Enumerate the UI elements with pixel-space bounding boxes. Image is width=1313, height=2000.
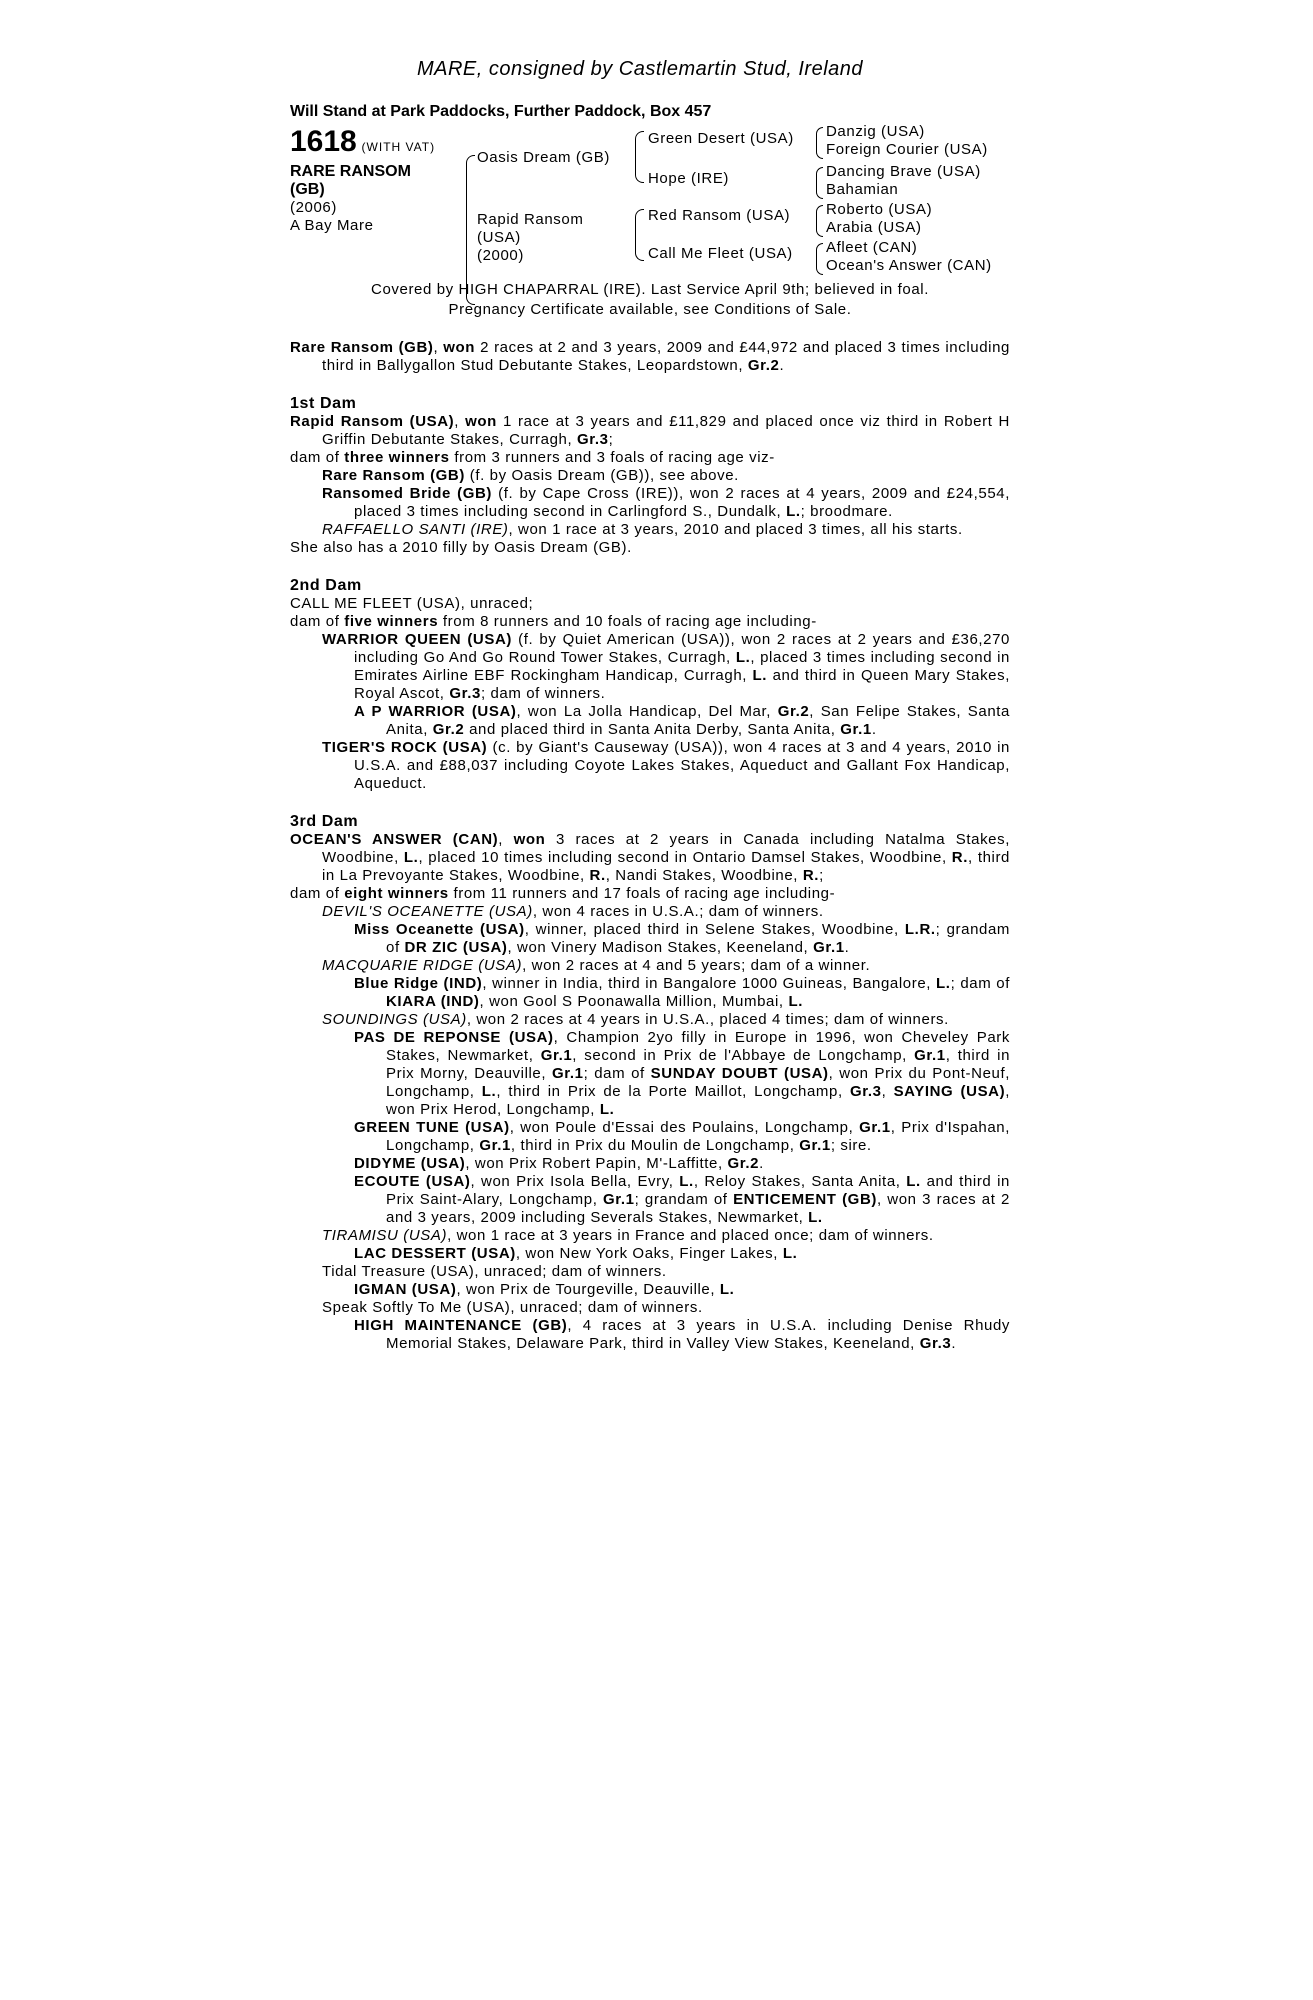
record-text: ; grandam of (386, 921, 1011, 956)
record-text: (c. by Giant's Causeway (USA)), won 4 races at 3 and 4 years, 2010 in U.S.A. and £88,037 including Coyote Lakes Stakes, Aqueduct and Gallant Fox Handicap, Aqueduct. (354, 739, 1010, 792)
brace (816, 127, 823, 159)
dam-name: CALL ME FLEET (USA), unraced; (290, 595, 534, 612)
grade: Gr.2 (777, 703, 810, 720)
record-text: . (951, 1335, 957, 1352)
progeny-entry (290, 921, 1010, 957)
grade: Gr.2 (747, 357, 780, 374)
progeny-name: SAYING (USA) (893, 1083, 1006, 1100)
pedigree-sdd: Bahamian (826, 181, 899, 198)
dam-record: OCEAN'S ANSWER (CAN), won 3 races at 2 years in Canada including Natalma Stakes, Woodbine, L., placed 10 times including second in Ontario Damsel Stakes, Woodbine, R., third in La Prevoyante Stakes, Woodbine, R., Nandi Stakes, Woodbine, R.; (290, 831, 1010, 884)
dam-name: OCEAN'S ANSWER (CAN) (290, 831, 499, 848)
record-text: , winner in India, third in Bangalore 1000 Guineas, Bangalore, (482, 975, 937, 992)
record-text: 3 races at 2 years in Canada including Natalma Stakes, Woodbine, (322, 831, 1010, 866)
record-text: ; dam of winners. (480, 685, 606, 702)
record-text: , third in Prix du Moulin de Longchamp, (510, 1137, 800, 1154)
grade: L. (786, 503, 801, 520)
pedigree-ss: Green Desert (USA) (648, 130, 794, 147)
record-text: , won Prix Herod, Longchamp, (386, 1083, 1010, 1118)
progeny-entry (290, 1245, 1010, 1263)
grade: L.R. (904, 921, 936, 938)
pedigree-dds: Afleet (CAN) (826, 239, 918, 256)
progeny-entry (290, 1173, 1010, 1227)
dam-record: Rapid Ransom (USA), won 1 race at 3 years and £11,829 and placed once viz third in Robert H Griffin Debutante Stakes, Curragh, Gr.3; (290, 413, 1010, 448)
record-text: , won 4 races in U.S.A.; dam of winners. (532, 903, 824, 920)
progeny-name: LAC DESSERT (USA) (354, 1245, 516, 1262)
pedigree-table (290, 125, 1010, 295)
first-dam-section (290, 395, 1010, 557)
progeny-name: ECOUTE (USA) (354, 1173, 471, 1190)
pregnancy-note: Pregnancy Certificate available, see Conditions of Sale. (448, 301, 852, 318)
record-text: , third in La Prevoyante Stakes, Woodbine, (322, 849, 1010, 884)
pedigree-dss: Roberto (USA) (826, 201, 933, 218)
grade: L. (936, 975, 951, 992)
horse-name: RARE RANSOM (290, 163, 411, 180)
record-text: (f. by Quiet American (USA)), won 2 races at 2 years and £36,270 including Go And Go Round Tower Stakes, Curragh, (354, 631, 1010, 666)
grade: Gr.3 (449, 685, 481, 702)
grade: R. (951, 849, 968, 866)
record-text: , Nandi Stakes, Woodbine, (605, 867, 803, 884)
record-text: , San Felipe Stakes, Santa Anita, (386, 703, 1010, 738)
progeny-name: Blue Ridge (IND) (354, 975, 483, 992)
progeny-name: TIRAMISU (USA) (322, 1227, 448, 1244)
covered-note: Covered by HIGH CHAPARRAL (IRE). Last Service April 9th; believed in foal. (371, 281, 929, 298)
record-text: , second in Prix de l'Abbaye de Longchamp, (572, 1047, 915, 1064)
record-text: from 11 runners and 17 foals of racing age including- (448, 885, 836, 902)
record-text: 1 race at 3 years and £11,829 and placed once viz third in Robert H Griffin Debutante Stakes, Curragh, (322, 413, 1010, 448)
grade: L. (599, 1101, 615, 1118)
grade: Gr.1 (603, 1191, 635, 1208)
record-text: , won Prix de Tourgeville, Deauville, (456, 1281, 720, 1298)
progeny-entry (290, 957, 1010, 975)
vat-note: (WITH VAT) (361, 140, 436, 154)
record-text: , Champion 2yo filly in Europe in 1996, won Cheveley Park Stakes, Newmarket, (386, 1029, 1010, 1064)
record-text: ; broodmare. (800, 503, 893, 520)
catalogue-page (290, 58, 1010, 1353)
progeny-name: Rare Ransom (GB) (322, 467, 465, 484)
record-text: dam of (290, 449, 345, 466)
stand-location: Will Stand at Park Paddocks, Further Paddock, Box 457 (290, 103, 712, 120)
progeny-entry (290, 975, 1010, 1011)
progeny-name: HIGH MAINTENANCE (GB) (354, 1317, 568, 1334)
progeny-name: DIDYME (USA) (354, 1155, 466, 1172)
progeny-name: A P WARRIOR (USA) (354, 703, 517, 720)
record-text: dam of (290, 613, 345, 630)
record-text: ; sire. (830, 1137, 872, 1154)
record-text: 2 races at 2 and 3 years, 2009 and £44,972 and placed 3 times including third in Ballygallon Stud Debutante Stakes, Leopardstown, (322, 339, 1010, 374)
progeny-entry: Tidal Treasure (USA), unraced; dam of winners. (322, 1263, 667, 1280)
grade: Gr.3 (849, 1083, 882, 1100)
progeny-entry (290, 1227, 1010, 1245)
grade: Gr.2 (432, 721, 465, 738)
progeny-entry (290, 1011, 1010, 1029)
record-text: , won 3 races at 2 and 3 years, 2009 including Severals Stakes, Newmarket, (386, 1191, 1010, 1226)
progeny-name: TIGER'S ROCK (USA) (322, 739, 488, 756)
dam-of-line (290, 885, 1010, 903)
progeny-entry (290, 467, 1010, 485)
grade: Gr.1 (799, 1137, 831, 1154)
grade: L. (906, 1173, 921, 1190)
record-text: , third in Prix Morny, Deauville, (386, 1047, 1011, 1082)
record-text: , won Prix Robert Papin, M'-Laffitte, (465, 1155, 728, 1172)
progeny-name: DR ZIC (USA) (404, 939, 508, 956)
record-text: , placed 3 times including second in Emirates Airline EBF Rockingham Handicap, Curragh, (354, 649, 1010, 684)
record-text: , (881, 1083, 894, 1100)
progeny-name: KIARA (IND) (386, 993, 480, 1010)
grade: Gr.3 (919, 1335, 952, 1352)
record-text: ; (608, 431, 614, 448)
brace (816, 243, 823, 275)
brace (816, 167, 823, 199)
grade: Gr.1 (840, 721, 872, 738)
record-text: from 8 runners and 10 foals of racing age including- (438, 613, 817, 630)
progeny-name: WARRIOR QUEEN (USA) (322, 631, 512, 648)
record-text: , Prix d'Ispahan, Longchamp, (386, 1119, 1010, 1154)
record-text: . (844, 939, 850, 956)
record-text: , won Prix Isola Bella, Evry, (470, 1173, 680, 1190)
foaling-year: (2006) (290, 199, 337, 216)
progeny-name: RAFFAELLO SANTI (IRE) (322, 521, 509, 538)
dam-of-line (290, 449, 1010, 467)
record-text: , won New York Oaks, Finger Lakes, (515, 1245, 783, 1262)
record-text: ; (819, 867, 824, 884)
pedigree-ddd: Ocean's Answer (CAN) (826, 257, 992, 274)
brace (466, 155, 475, 305)
progeny-entry (290, 739, 1010, 793)
progeny-entry (290, 1317, 1010, 1353)
record-text: (f. by Oasis Dream (GB)), see above. (464, 467, 739, 484)
grade: R. (802, 867, 820, 884)
progeny-entry (290, 903, 1010, 921)
progeny-name: SOUNDINGS (USA) (322, 1011, 467, 1028)
brace (635, 131, 644, 183)
grade: L. (481, 1083, 497, 1100)
progeny-entry (290, 1281, 1010, 1299)
record-text: ; grandam of (634, 1191, 734, 1208)
record-text: . (871, 721, 877, 738)
progeny-name: SUNDAY DOUBT (USA) (650, 1065, 829, 1082)
progeny-entry (290, 521, 1010, 539)
pedigree-sd: Hope (IRE) (648, 170, 730, 187)
record-text: , 4 races at 3 years in U.S.A. including Denise Rhudy Memorial Stakes, Delaware Park, third in Valley View Stakes, Keeneland, (386, 1317, 1010, 1352)
progeny-name: GREEN TUNE (USA) (354, 1119, 510, 1136)
grade: L. (782, 1245, 798, 1262)
grade: Gr.3 (577, 431, 609, 448)
record-text: ; dam of (583, 1065, 651, 1082)
record-text: , Reloy Stakes, Santa Anita, (693, 1173, 907, 1190)
pedigree-sire: Oasis Dream (GB) (477, 149, 610, 166)
won-label: won (513, 831, 546, 848)
record-text: , third in Prix de la Porte Maillot, Longchamp, (496, 1083, 850, 1100)
section-heading: 1st Dam (290, 395, 357, 412)
record-text: (f. by Cape Cross (IRE)), won 2 races at 4 years, 2009 and £24,554, placed 3 times including second in Carlingford S., Dundalk, (354, 485, 1010, 520)
grade: L. (679, 1173, 694, 1190)
horse-record-name: Rare Ransom (GB) (290, 339, 434, 356)
third-dam-section (290, 813, 1010, 1353)
grade: Gr.1 (914, 1047, 946, 1064)
record-text: , won Poule d'Essai des Poulains, Longchamp, (509, 1119, 860, 1136)
won-label: won (465, 413, 497, 430)
progeny-entry (290, 1119, 1010, 1155)
record-text: from 3 runners and 3 foals of racing age viz- (449, 449, 775, 466)
lot-number: 1618 (290, 125, 357, 158)
grade: Gr.1 (479, 1137, 511, 1154)
brace (635, 209, 644, 261)
record-text: , won 1 race at 3 years in France and placed once; dam of winners. (447, 1227, 934, 1244)
record-text: and placed third in Santa Anita Derby, Santa Anita, (464, 721, 841, 738)
horse-record: Rare Ransom (GB), won 2 races at 2 and 3 years, 2009 and £44,972 and placed 3 times including third in Ballygallon Stud Debutante Stakes, Leopardstown, Gr.2. (290, 339, 1010, 374)
also-note: She also has a 2010 filly by Oasis Dream (GB). (290, 539, 632, 556)
grade: L. (735, 649, 751, 666)
grade: L. (808, 1209, 823, 1226)
won-label: won (443, 339, 476, 356)
progeny-entry (290, 1029, 1010, 1119)
horse-description: A Bay Mare (290, 217, 374, 234)
brace (816, 205, 823, 237)
record-text: and third in Prix Saint-Alary, Longchamp, (386, 1173, 1010, 1208)
record-text: dam of (290, 885, 345, 902)
record-text: , placed 10 times including second in Ontario Damsel Stakes, Woodbine, (418, 849, 952, 866)
grade: R. (589, 867, 606, 884)
second-dam-section (290, 577, 1010, 793)
section-heading: 3rd Dam (290, 813, 359, 830)
winners-count: eight winners (344, 885, 449, 902)
progeny-name: DEVIL'S OCEANETTE (USA) (322, 903, 533, 920)
progeny-name: Ransomed Bride (GB) (322, 485, 493, 502)
record-text: , won Prix du Pont-Neuf, Longchamp, (386, 1065, 1010, 1100)
grade: Gr.1 (552, 1065, 584, 1082)
progeny-name: IGMAN (USA) (354, 1281, 457, 1298)
progeny-entry (290, 703, 1010, 739)
section-heading: 2nd Dam (290, 577, 362, 594)
progeny-entry (290, 485, 1010, 521)
record-text: ; dam of (950, 975, 1011, 992)
progeny-name: PAS DE REPONSE (USA) (354, 1029, 554, 1046)
horse-country: (GB) (290, 181, 325, 198)
record-text: and third in Queen Mary Stakes, Royal Ascot, (354, 667, 1010, 702)
pedigree-ds: Red Ransom (USA) (648, 207, 791, 224)
winners-count: five winners (344, 613, 439, 630)
grade: Gr.1 (859, 1119, 891, 1136)
grade: Gr.1 (540, 1047, 573, 1064)
pedigree-dam-year: (2000) (477, 247, 524, 264)
progeny-name: MACQUARIE RIDGE (USA) (322, 957, 523, 974)
record-text: , won 2 races at 4 years in U.S.A., placed 4 times; dam of winners. (466, 1011, 949, 1028)
pedigree-dam: Rapid Ransom (477, 211, 584, 228)
record-text: , won La Jolla Handicap, Del Mar, (516, 703, 778, 720)
progeny-name: ENTICEMENT (GB) (733, 1191, 877, 1208)
pedigree-dam-country: (USA) (477, 229, 521, 246)
pedigree-sds: Dancing Brave (USA) (826, 163, 981, 180)
pedigree-dd: Call Me Fleet (USA) (648, 245, 793, 262)
record-text: , winner, placed third in Selene Stakes, Woodbine, (524, 921, 905, 938)
pedigree-dsd: Arabia (USA) (826, 219, 922, 236)
record-text: . (779, 357, 785, 374)
dam-of-line (290, 613, 1010, 631)
pedigree-sss: Danzig (USA) (826, 123, 925, 140)
grade: L. (403, 849, 419, 866)
consignor-header: MARE, consigned by Castlemartin Stud, Ireland (416, 58, 864, 80)
record-text: , won Gool S Poonawalla Million, Mumbai, (479, 993, 789, 1010)
progeny-entry: Speak Softly To Me (USA), unraced; dam of winners. (322, 1299, 703, 1316)
dam-name: Rapid Ransom (USA) (290, 413, 455, 430)
progeny-name: Miss Oceanette (USA) (354, 921, 525, 938)
grade: L. (752, 667, 768, 684)
record-text: , won 1 race at 3 years, 2010 and placed 3 times, all his starts. (508, 521, 963, 538)
pedigree-ssd: Foreign Courier (USA) (826, 141, 988, 158)
grade: Gr.2 (727, 1155, 760, 1172)
winners-count: three winners (344, 449, 450, 466)
grade: L. (719, 1281, 735, 1298)
record-text: , won Vinery Madison Stakes, Keeneland, (507, 939, 814, 956)
grade: Gr.1 (813, 939, 845, 956)
grade: L. (788, 993, 803, 1010)
progeny-entry (290, 1155, 1010, 1173)
progeny-entry (290, 631, 1010, 703)
record-text: . (759, 1155, 764, 1172)
record-text: , won 2 races at 4 and 5 years; dam of a winner. (522, 957, 871, 974)
